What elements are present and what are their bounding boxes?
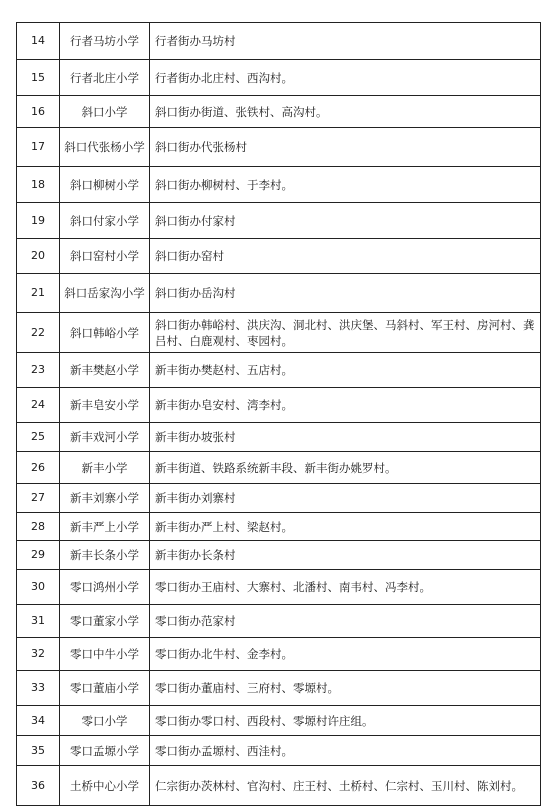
row-number: 36 bbox=[17, 766, 60, 806]
enrollment-area: 新丰街办皂安村、湾李村。 bbox=[150, 388, 541, 423]
row-number: 15 bbox=[17, 60, 60, 96]
row-number: 17 bbox=[17, 128, 60, 167]
row-number: 23 bbox=[17, 353, 60, 388]
enrollment-area: 行者街办北庄村、西沟村。 bbox=[150, 60, 541, 96]
table-row bbox=[17, 313, 541, 353]
enrollment-area: 新丰街办长条村 bbox=[150, 541, 541, 570]
school-name: 斜口岳家沟小学 bbox=[60, 274, 150, 313]
school-district-table bbox=[16, 22, 541, 806]
table-row bbox=[17, 452, 541, 484]
row-number: 21 bbox=[17, 274, 60, 313]
table-row bbox=[17, 706, 541, 736]
enrollment-area: 斜口街办代张杨村 bbox=[150, 128, 541, 167]
school-name: 斜口付家小学 bbox=[60, 203, 150, 239]
row-number: 16 bbox=[17, 96, 60, 128]
table-row bbox=[17, 167, 541, 203]
enrollment-area: 零口街办孟塬村、西洼村。 bbox=[150, 736, 541, 766]
table-row bbox=[17, 638, 541, 671]
school-name: 斜口韩峪小学 bbox=[60, 313, 150, 353]
enrollment-area: 斜口街办窑村 bbox=[150, 239, 541, 274]
table-row bbox=[17, 766, 541, 806]
school-name: 新丰小学 bbox=[60, 452, 150, 484]
school-name: 新丰长条小学 bbox=[60, 541, 150, 570]
row-number: 32 bbox=[17, 638, 60, 671]
enrollment-area: 斜口街办柳树村、于李村。 bbox=[150, 167, 541, 203]
school-name: 斜口代张杨小学 bbox=[60, 128, 150, 167]
table-row bbox=[17, 388, 541, 423]
row-number: 28 bbox=[17, 513, 60, 541]
row-number: 22 bbox=[17, 313, 60, 353]
school-name: 零口董家小学 bbox=[60, 605, 150, 638]
enrollment-area: 零口街办北牛村、金李村。 bbox=[150, 638, 541, 671]
enrollment-area: 斜口街办付家村 bbox=[150, 203, 541, 239]
table-row bbox=[17, 96, 541, 128]
row-number: 19 bbox=[17, 203, 60, 239]
school-name: 斜口窑村小学 bbox=[60, 239, 150, 274]
table-row bbox=[17, 605, 541, 638]
row-number: 25 bbox=[17, 423, 60, 452]
enrollment-area: 零口街办董庙村、三府村、零塬村。 bbox=[150, 671, 541, 706]
enrollment-area: 新丰街办严上村、梁赵村。 bbox=[150, 513, 541, 541]
school-name: 零口鸿州小学 bbox=[60, 570, 150, 605]
school-name: 零口小学 bbox=[60, 706, 150, 736]
school-name: 土桥中心小学 bbox=[60, 766, 150, 806]
row-number: 30 bbox=[17, 570, 60, 605]
school-name: 斜口小学 bbox=[60, 96, 150, 128]
table-row bbox=[17, 274, 541, 313]
table-row bbox=[17, 239, 541, 274]
enrollment-area: 零口街办范家村 bbox=[150, 605, 541, 638]
table-row bbox=[17, 203, 541, 239]
school-name: 新丰皂安小学 bbox=[60, 388, 150, 423]
school-name: 行者马坊小学 bbox=[60, 23, 150, 60]
row-number: 20 bbox=[17, 239, 60, 274]
enrollment-area: 仁宗街办茨林村、官沟村、庄王村、土桥村、仁宗村、玉川村、陈刘村。 bbox=[150, 766, 541, 806]
enrollment-area: 斜口街办街道、张铁村、高沟村。 bbox=[150, 96, 541, 128]
enrollment-area: 新丰街办坡张村 bbox=[150, 423, 541, 452]
enrollment-area: 新丰街办樊赵村、五店村。 bbox=[150, 353, 541, 388]
school-name: 新丰戏河小学 bbox=[60, 423, 150, 452]
table-row bbox=[17, 423, 541, 452]
row-number: 31 bbox=[17, 605, 60, 638]
row-number: 14 bbox=[17, 23, 60, 60]
row-number: 18 bbox=[17, 167, 60, 203]
enrollment-area: 新丰街办刘寨村 bbox=[150, 484, 541, 513]
school-name: 行者北庄小学 bbox=[60, 60, 150, 96]
enrollment-area: 新丰街道、铁路系统新丰段、新丰街办姚罗村。 bbox=[150, 452, 541, 484]
table-row bbox=[17, 60, 541, 96]
enrollment-area: 斜口街办岳沟村 bbox=[150, 274, 541, 313]
row-number: 33 bbox=[17, 671, 60, 706]
row-number: 26 bbox=[17, 452, 60, 484]
table-row bbox=[17, 671, 541, 706]
row-number: 35 bbox=[17, 736, 60, 766]
school-name: 新丰严上小学 bbox=[60, 513, 150, 541]
enrollment-area: 零口街办王庙村、大寨村、北潘村、南韦村、冯李村。 bbox=[150, 570, 541, 605]
school-name: 新丰樊赵小学 bbox=[60, 353, 150, 388]
enrollment-area: 行者街办马坊村 bbox=[150, 23, 541, 60]
table-row bbox=[17, 23, 541, 60]
row-number: 27 bbox=[17, 484, 60, 513]
table-row bbox=[17, 513, 541, 541]
enrollment-area: 零口街办零口村、西段村、零塬村许庄组。 bbox=[150, 706, 541, 736]
table-row bbox=[17, 128, 541, 167]
row-number: 24 bbox=[17, 388, 60, 423]
row-number: 34 bbox=[17, 706, 60, 736]
school-name: 斜口柳树小学 bbox=[60, 167, 150, 203]
row-number: 29 bbox=[17, 541, 60, 570]
table-row bbox=[17, 570, 541, 605]
school-name: 零口孟塬小学 bbox=[60, 736, 150, 766]
table-row bbox=[17, 484, 541, 513]
table-row bbox=[17, 541, 541, 570]
table-row bbox=[17, 353, 541, 388]
school-name: 零口中牛小学 bbox=[60, 638, 150, 671]
school-name: 新丰刘寨小学 bbox=[60, 484, 150, 513]
table-row bbox=[17, 736, 541, 766]
school-name: 零口董庙小学 bbox=[60, 671, 150, 706]
enrollment-area: 斜口街办韩峪村、洪庆沟、洞北村、洪庆堡、马斜村、军王村、房河村、龚吕村、白鹿观村、枣园村。 bbox=[150, 313, 541, 353]
